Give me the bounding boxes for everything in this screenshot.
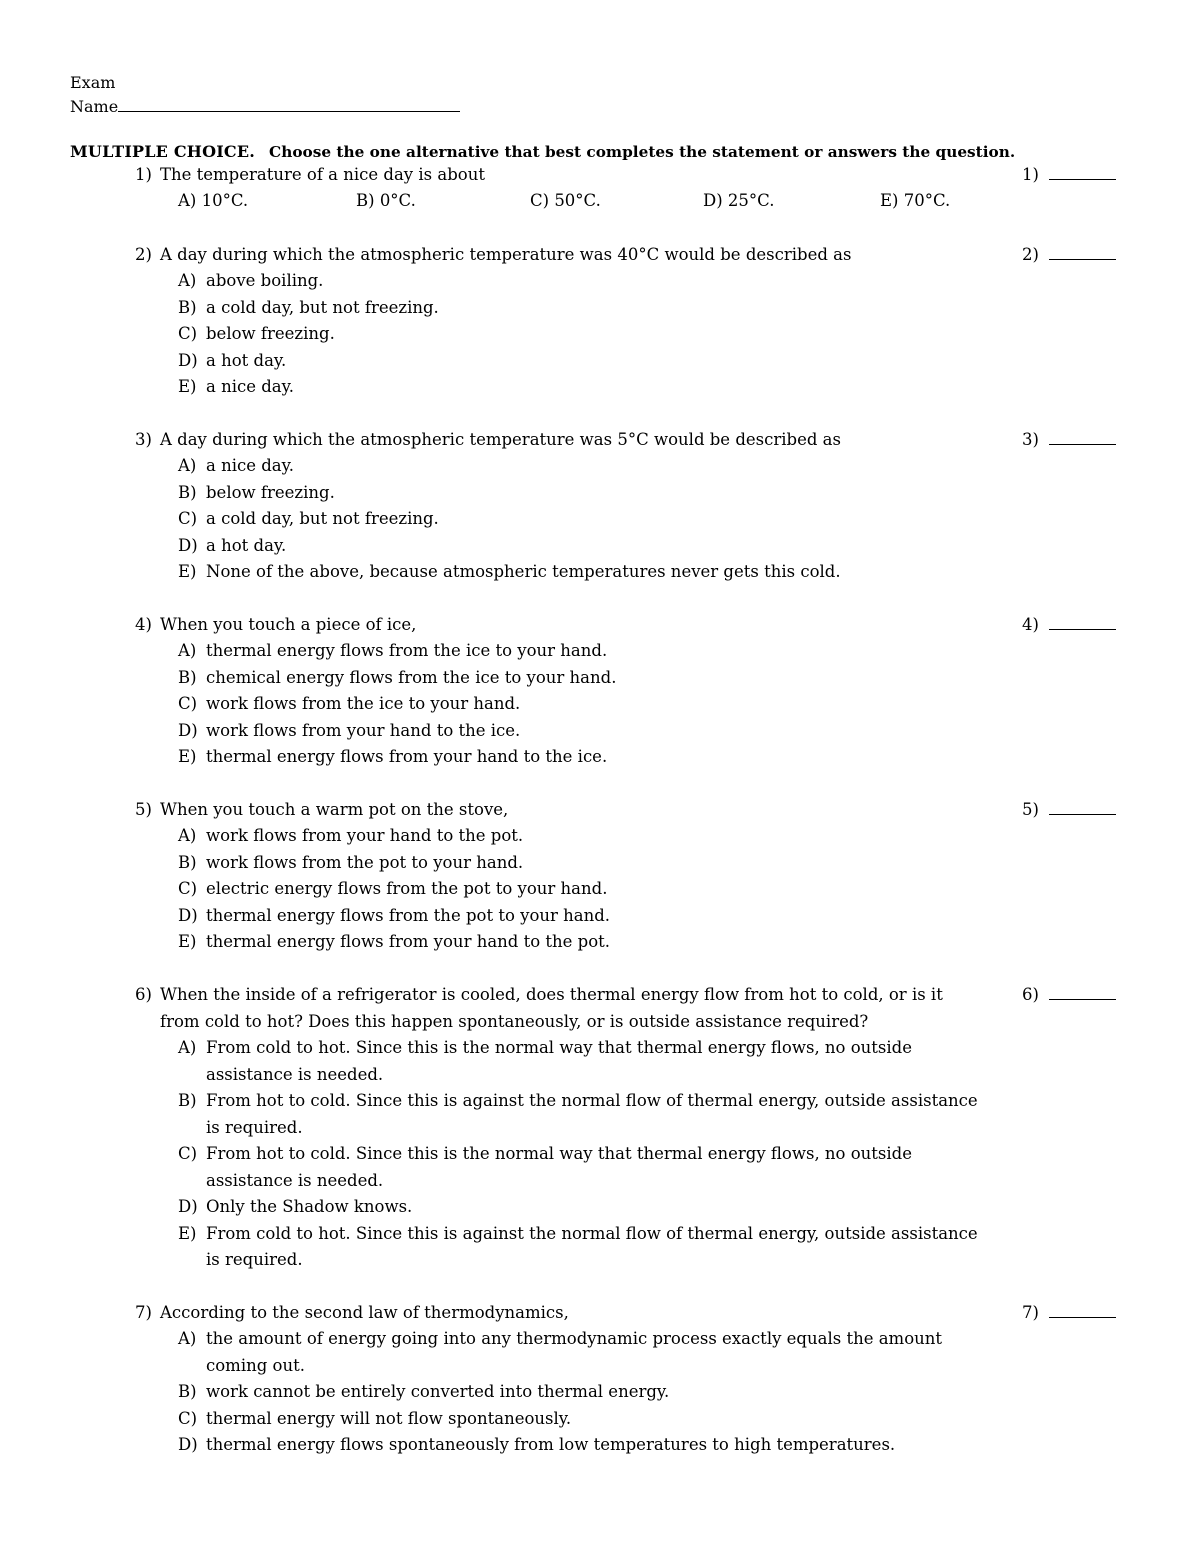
option-d[interactable] [178, 903, 1008, 930]
option-e[interactable] [178, 374, 1008, 401]
option-b[interactable] [356, 188, 416, 215]
option-letter: E) [178, 1223, 197, 1243]
option-text: 25°C. [727, 191, 775, 210]
option-letter: A) [178, 271, 197, 290]
question-number: 5) [135, 800, 152, 819]
option-letter: B) [178, 1382, 197, 1401]
answer-line[interactable] [1049, 797, 1116, 815]
option-text: a cold day, but not freezing. [206, 297, 439, 317]
answer-blank[interactable] [1022, 162, 1116, 189]
question-stem-line: A day during which the atmospheric temperature was 40°C would be described as [160, 245, 852, 264]
option-list [178, 638, 1008, 771]
option-text: work flows from your hand to the ice. [206, 720, 521, 740]
option-letter: E) [178, 932, 197, 951]
option-text: None of the above, because atmospheric temperatures never gets this cold. [206, 562, 841, 581]
answer-blank[interactable] [1022, 1300, 1116, 1327]
option-letter: C) [178, 1144, 198, 1163]
question-stem [135, 1300, 995, 1327]
answer-line[interactable] [1049, 242, 1116, 260]
answer-number: 7) [1022, 1303, 1039, 1322]
option-a[interactable] [178, 823, 1008, 850]
answer-blank[interactable] [1022, 427, 1116, 454]
option-b[interactable] [178, 1379, 1008, 1406]
option-letter: E) [178, 562, 197, 581]
option-text: is required. [206, 1117, 303, 1137]
option-letter: B) [178, 297, 197, 317]
option-a[interactable] [178, 1035, 1008, 1088]
answer-blank[interactable] [1022, 982, 1116, 1009]
question-stem [135, 427, 995, 454]
option-text: a hot day. [206, 350, 287, 370]
option-b[interactable] [178, 295, 1008, 322]
answer-blank[interactable] [1022, 797, 1116, 824]
option-letter: E) [178, 747, 197, 766]
option-list [178, 1326, 1008, 1459]
answer-line[interactable] [1049, 427, 1116, 445]
option-d[interactable] [178, 718, 1008, 745]
option-a[interactable] [178, 1326, 1008, 1379]
option-list [178, 1035, 1008, 1274]
answer-line[interactable] [1049, 982, 1116, 1000]
option-list [178, 453, 1008, 586]
option-text: work cannot be entirely converted into thermal energy. [206, 1382, 670, 1401]
option-letter: B) [178, 482, 197, 502]
question-stem-line: According to the second law of thermodynamics, [160, 1303, 569, 1322]
option-e[interactable] [880, 188, 950, 215]
option-letter: D) [178, 905, 198, 925]
question-stem [135, 162, 995, 189]
option-text: is required. [206, 1250, 303, 1269]
option-text: thermal energy flows spontaneously from low temperatures to high temperatures. [206, 1435, 896, 1454]
option-text: thermal energy flows from your hand to the ice. [206, 747, 608, 766]
answer-number: 6) [1022, 985, 1039, 1004]
question-stem [135, 982, 995, 1035]
option-c[interactable] [178, 691, 1008, 718]
name-label: Name [70, 97, 119, 116]
option-text: a cold day, but not freezing. [206, 509, 439, 528]
option-c[interactable] [530, 188, 601, 215]
question-number: 4) [135, 615, 152, 634]
question-stem-line: from cold to hot? Does this happen spontaneously, or is outside assistance required? [160, 1011, 869, 1031]
option-text: From hot to cold. Since this is the normal way that thermal energy flows, no outside [206, 1144, 912, 1163]
option-letter: A) [178, 826, 197, 845]
option-d[interactable] [703, 188, 774, 215]
option-letter: D) [178, 1197, 198, 1216]
option-letter: B) [178, 852, 197, 872]
option-e[interactable] [178, 1221, 1008, 1274]
option-letter: A) [178, 1329, 197, 1348]
option-text: From cold to hot. Since this is against the normal flow of thermal energy, outside assistance [206, 1223, 978, 1243]
option-letter: E) [178, 377, 197, 396]
question-number: 7) [135, 1303, 152, 1322]
question-stem-line: When you touch a piece of ice, [160, 615, 417, 634]
answer-line[interactable] [1049, 612, 1116, 630]
option-c[interactable] [178, 1141, 1008, 1194]
option-letter: C) [178, 509, 198, 528]
option-a[interactable] [178, 188, 248, 215]
exam-label: Exam [70, 73, 116, 92]
option-text: thermal energy will not flow spontaneously. [206, 1408, 572, 1428]
name-blank-line[interactable] [118, 94, 460, 112]
option-c[interactable] [178, 1406, 1008, 1433]
question-number: 2) [135, 245, 152, 264]
option-b[interactable] [178, 1088, 1008, 1141]
option-e[interactable] [178, 929, 1008, 956]
question-number: 6) [135, 985, 152, 1004]
option-text: electric energy flows from the pot to your hand. [206, 879, 608, 898]
option-text: work flows from the pot to your hand. [206, 852, 524, 872]
option-a[interactable] [178, 638, 1008, 665]
option-e[interactable] [178, 744, 1008, 771]
option-d[interactable] [178, 348, 1008, 375]
option-letter: B) [356, 191, 375, 210]
section-heading [70, 141, 1015, 163]
option-list [178, 823, 1008, 956]
section-instructions: Choose the one alternative that best completes the statement or answers the question. [269, 143, 1016, 161]
option-text: a nice day. [206, 456, 295, 475]
answer-blank[interactable] [1022, 242, 1116, 269]
answer-line[interactable] [1049, 1300, 1116, 1318]
option-e[interactable] [178, 559, 1008, 586]
option-text: assistance is needed. [206, 1064, 384, 1084]
option-text: chemical energy flows from the ice to your hand. [206, 667, 617, 687]
option-text: 10°C. [201, 191, 249, 210]
option-letter: C) [178, 1408, 198, 1428]
option-c[interactable] [178, 876, 1008, 903]
option-b[interactable] [178, 850, 1008, 877]
option-letter: B) [178, 1091, 197, 1110]
option-b[interactable] [178, 480, 1008, 507]
answer-number: 3) [1022, 430, 1039, 449]
question-stem [135, 612, 995, 639]
option-letter: D) [178, 1435, 198, 1454]
option-letter: A) [178, 456, 197, 475]
option-letter: A) [178, 1038, 197, 1057]
option-letter: A) [178, 191, 197, 210]
option-letter: C) [530, 191, 550, 210]
option-text: From hot to cold. Since this is against the normal flow of thermal energy, outside assistance [206, 1091, 978, 1110]
option-text: work flows from your hand to the pot. [206, 826, 524, 845]
option-letter: D) [178, 350, 198, 370]
exam-header [70, 72, 460, 118]
option-d[interactable] [178, 1432, 1008, 1459]
question-stem-line: The temperature of a nice day is about [160, 165, 485, 184]
option-c[interactable] [178, 506, 1008, 533]
option-list [178, 268, 1008, 401]
answer-line[interactable] [1049, 162, 1116, 180]
option-text: From cold to hot. Since this is the normal way that thermal energy flows, no outside [206, 1038, 912, 1057]
answer-number: 5) [1022, 800, 1039, 819]
option-b[interactable] [178, 665, 1008, 692]
option-text: 70°C. [903, 191, 951, 210]
option-text: assistance is needed. [206, 1170, 384, 1190]
option-text: the amount of energy going into any thermodynamic process exactly equals the amount [206, 1329, 943, 1348]
option-text: 0°C. [379, 191, 416, 210]
option-text: coming out. [206, 1355, 305, 1375]
option-text: a nice day. [206, 377, 295, 396]
question-stem [135, 242, 995, 269]
answer-number: 1) [1022, 165, 1039, 184]
section-label: MULTIPLE CHOICE. [70, 142, 256, 161]
option-letter: C) [178, 324, 198, 343]
question-stem-line: When the inside of a refrigerator is cooled, does thermal energy flow from hot to cold, or is it [160, 985, 943, 1004]
answer-blank[interactable] [1022, 612, 1116, 639]
option-letter: E) [880, 191, 899, 210]
answer-number: 2) [1022, 245, 1039, 264]
option-letter: B) [178, 667, 197, 687]
option-a[interactable] [178, 268, 1008, 295]
option-text: work flows from the ice to your hand. [206, 694, 521, 713]
question-stem-line: A day during which the atmospheric temperature was 5°C would be described as [160, 430, 841, 449]
option-text: thermal energy flows from the ice to your hand. [206, 641, 608, 660]
option-d[interactable] [178, 533, 1008, 560]
answer-number: 4) [1022, 615, 1039, 634]
question-stem-line: When you touch a warm pot on the stove, [160, 800, 509, 819]
option-text: thermal energy flows from your hand to the pot. [206, 932, 611, 951]
question-number: 1) [135, 165, 152, 184]
option-a[interactable] [178, 453, 1008, 480]
option-letter: C) [178, 879, 198, 898]
option-d[interactable] [178, 1194, 1008, 1221]
option-c[interactable] [178, 321, 1008, 348]
option-text: thermal energy flows from the pot to your hand. [206, 905, 611, 925]
option-text: a hot day. [206, 535, 287, 555]
option-text: 50°C. [554, 191, 601, 210]
option-letter: C) [178, 694, 198, 713]
option-letter: D) [178, 720, 198, 740]
option-letter: D) [703, 191, 723, 210]
option-letter: A) [178, 641, 197, 660]
option-text: below freezing. [206, 482, 335, 502]
question-stem [135, 797, 995, 824]
name-row [70, 94, 460, 118]
option-letter: D) [178, 535, 198, 555]
question-number: 3) [135, 430, 152, 449]
option-text: above boiling. [206, 271, 324, 290]
option-text: below freezing. [206, 324, 335, 343]
option-text: Only the Shadow knows. [206, 1197, 413, 1216]
